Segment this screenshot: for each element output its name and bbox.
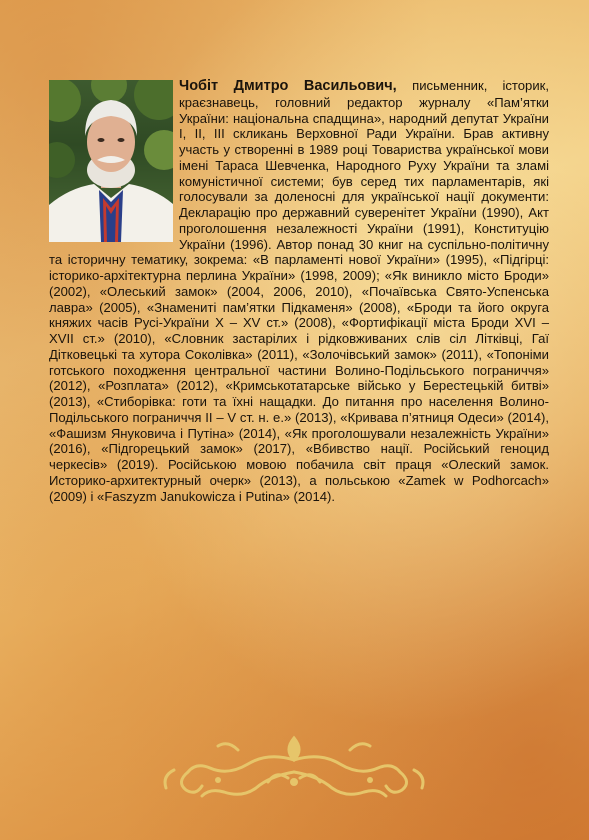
decorative-ornament-icon [158,730,430,806]
author-name: Чобіт Дмитро Васильович, [179,78,413,94]
author-biography: письменник, історик, краєзнавець, головний редактор журналу «Пам’ятки України: національна спадщина», народний депутат України І, ІІ, ІІІ скликань Верховної Ради України. Брав активну участь у створенні в 1989 році Товариства української мови імені Тараса Шевченка, Народного Руху України та зламі комуністичної системи; був серед тих парламентарів, які голосували за доленосні для української нації документи: Декларацію про державний суверенітет України (1990), Акт проголошення незалежності України (1991), Конституцію України (1996). Автор понад 30 книг на суспільно-політичну та історичну тематику, зокрема: «В парламенті нової України» (1995), «Підгірці: історико-архітектурна перлина України» (1998, 2009); «Як виникло місто Броди» (2002), «Олеський замок» (2004, 2006, 2010), «Почаївська Свято-Успенська лавра» (2005), «Знамениті пам’ятки Підкаменя» (2008), «Броди та його округа княжих часів Русі-України Х – ХV ст.» (2008), «Фортифікації міста Броди ХVІ – ХVІІ ст.» (2010), «Словник застарілих і рідковживаних слів сіл Літківці, Гаї Дітковецькі та хутора Соколівка» (2011), «Золочівський замок» (2011), «Топоніми готського походження центральної частини Волино-Подільського пограниччя» (2012), «Розплата» (2012), «Кримськотатарське військо у Берестецькій битві» (2013), «Стиборівка: готи та їхні нащадки. До питання про населення Волино-Подільського пограниччя ІІ – V ст. н. е.» (2013), «Кривава п’ятниця Одеси» (2014), «Фашизм Януковича і Путіна» (2014), «Як проголошували незалежність України» (2016), «Підгорецький замок» (2017), «Вбивство нації. Російський геноцид черкесів» (2019). Російською мовою побачила світ праця «Олеский замок. Историко-архитектурный очерк» (2013), а польською «Zamek w Podhorcach» (2009) і «Faszyzm Janukowicza i Putina» (2014). [49,78,550,504]
photo-spacer [49,78,179,245]
author-bio-paragraph [49,78,549,504]
